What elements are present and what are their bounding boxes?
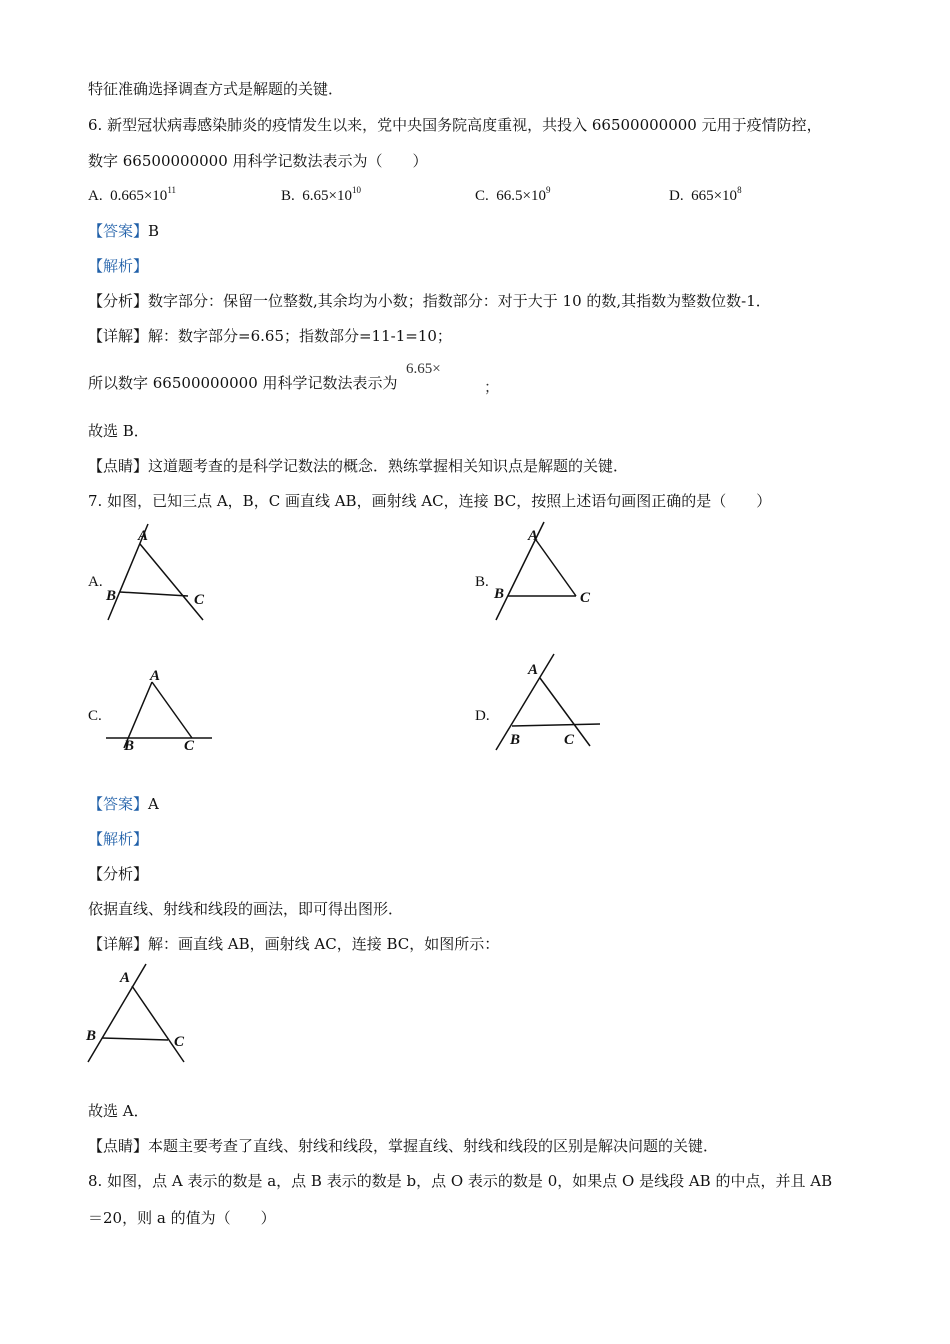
answer-tag: 【答案】 <box>88 795 149 813</box>
q6-conclusion-math: 6.65× <box>406 361 441 377</box>
point-c-label: C <box>194 592 205 608</box>
point-a-label: A <box>138 528 149 544</box>
q7-fenxi-heading: 【分析】 <box>88 865 149 883</box>
xiangjie-tag: 【详解】 <box>88 327 149 345</box>
q6-option-b[interactable] <box>281 185 361 205</box>
answer-value: B <box>148 222 160 240</box>
option-exponent: 10 <box>351 185 361 195</box>
option-label: B. <box>281 188 295 204</box>
q8-stem-line1: 8. 如图，点 A 表示的数是 a，点 B 表示的数是 b，点 O 表示的数是 0，如果点 O 是线段 AB 的中点，并且 AB <box>88 1172 833 1190</box>
answer-value: A <box>148 795 159 813</box>
fenxi-tag: 【分析】 <box>88 292 149 310</box>
q6-stem-line1: 6. 新型冠状病毒感染肺炎的疫情发生以来，党中央国务院高度重视，共投入 66500000000 元用于疫情防控， <box>88 116 822 134</box>
q7-fenxi-text: 依据直线、射线和线段的画法，即可得出图形． <box>88 900 404 918</box>
xiangjie-text: 解：画直线 AB，画射线 AC，连接 BC，如图所示： <box>148 935 500 953</box>
xiangjie-text: 解：数字部分=6.65；指数部分=11-1=10； <box>148 327 452 345</box>
q6-option-d[interactable] <box>669 185 742 205</box>
point-b-label: B <box>106 588 117 604</box>
xiangjie-tag: 【详解】 <box>88 935 149 953</box>
q7-option-c-label[interactable]: C. <box>88 708 102 724</box>
q6-option-c[interactable] <box>475 185 550 205</box>
option-label: C. <box>475 188 489 204</box>
ray-ac <box>132 986 184 1062</box>
option-label: A. <box>88 188 103 204</box>
point-c-label: C <box>174 1034 185 1050</box>
q6-choice: 故选 B． <box>88 422 149 440</box>
q7-dianjing <box>88 1135 718 1156</box>
line-ab <box>496 654 554 750</box>
line-ab <box>88 964 146 1062</box>
dianjing-tag: 【点睛】 <box>88 457 149 475</box>
option-base: 66.5×10 <box>496 188 546 204</box>
segment-bc <box>512 724 600 726</box>
point-b-label: B <box>494 586 505 602</box>
ray-ac <box>536 540 576 596</box>
option-exponent: 8 <box>737 185 742 195</box>
text-line: 特征准确选择调查方式是解题的关键． <box>88 80 344 98</box>
point-a-label: A <box>120 970 131 986</box>
point-b-label: B <box>510 732 521 748</box>
ray-ac <box>140 544 203 620</box>
point-b-label: B <box>86 1028 97 1044</box>
q6-answer <box>88 220 159 241</box>
q7-option-b-label[interactable]: B. <box>475 574 489 590</box>
q7-analysis-heading <box>88 828 148 849</box>
option-base: 665×10 <box>691 188 738 204</box>
point-c-label: C <box>580 590 591 606</box>
conclusion-text: 所以数字 66500000000 用科学记数法表示为 <box>88 374 398 392</box>
q6-conclusion-end: ； <box>484 380 500 396</box>
option-exponent: 9 <box>545 185 551 195</box>
q8-stem-line2: ＝20，则 a 的值为（ ） <box>88 1209 276 1227</box>
q6-conclusion <box>88 372 398 393</box>
segment-bc <box>102 1038 168 1040</box>
fenxi-text: 数字部分：保留一位整数,其余均为小数；指数部分：对于大于 10 的数,其指数为整数位数-1． <box>148 292 771 310</box>
dianjing-tag: 【点睛】 <box>88 1137 149 1155</box>
answer-tag: 【答案】 <box>88 222 149 240</box>
q6-stem-line2: 数字 66500000000 用科学记数法表示为（ ） <box>88 152 428 170</box>
option-exponent: 11 <box>167 185 176 195</box>
point-a-label: A <box>528 662 539 678</box>
q7-xiangjie <box>88 933 499 954</box>
segment-bc <box>120 592 188 596</box>
dianjing-text: 这道题考查的是科学记数法的概念．熟练掌握相关知识点是解题的关键． <box>148 457 629 475</box>
point-c-label: C <box>184 738 195 754</box>
q7-option-c-figure[interactable] <box>104 666 216 754</box>
point-c-label: C <box>564 732 575 748</box>
dianjing-text: 本题主要考查了直线、射线和线段，掌握直线、射线和线段的区别是解决问题的关键． <box>148 1137 719 1155</box>
q6-dianjing <box>88 455 628 476</box>
analysis-tag: 【解析】 <box>88 257 149 275</box>
option-base: 6.65×10 <box>302 188 352 204</box>
point-b-label: B <box>124 738 135 754</box>
option-base: 0.665×10 <box>110 188 168 204</box>
q6-option-a[interactable] <box>88 185 176 205</box>
q7-choice: 故选 A． <box>88 1102 149 1120</box>
q7-option-d-figure[interactable] <box>490 652 605 754</box>
q7-option-a-label[interactable]: A. <box>88 574 103 590</box>
q7-option-b-figure[interactable] <box>490 520 600 624</box>
q7-solution-figure <box>84 962 194 1066</box>
q7-option-d-label[interactable]: D. <box>475 708 490 724</box>
q6-xiangjie <box>88 325 452 346</box>
q6-fenxi <box>88 290 771 311</box>
q7-option-a-figure[interactable] <box>100 522 215 624</box>
analysis-tag: 【解析】 <box>88 830 149 848</box>
ray-ac <box>152 682 192 738</box>
q7-answer <box>88 793 159 814</box>
point-a-label: A <box>150 668 161 684</box>
option-label: D. <box>669 188 684 204</box>
q6-analysis-heading <box>88 255 148 276</box>
q7-stem: 7. 如图，已知三点 A，B，C 画直线 AB，画射线 AC，连接 BC，按照上述语句画图正确的是（ ） <box>88 492 772 510</box>
point-a-label: A <box>528 528 539 544</box>
